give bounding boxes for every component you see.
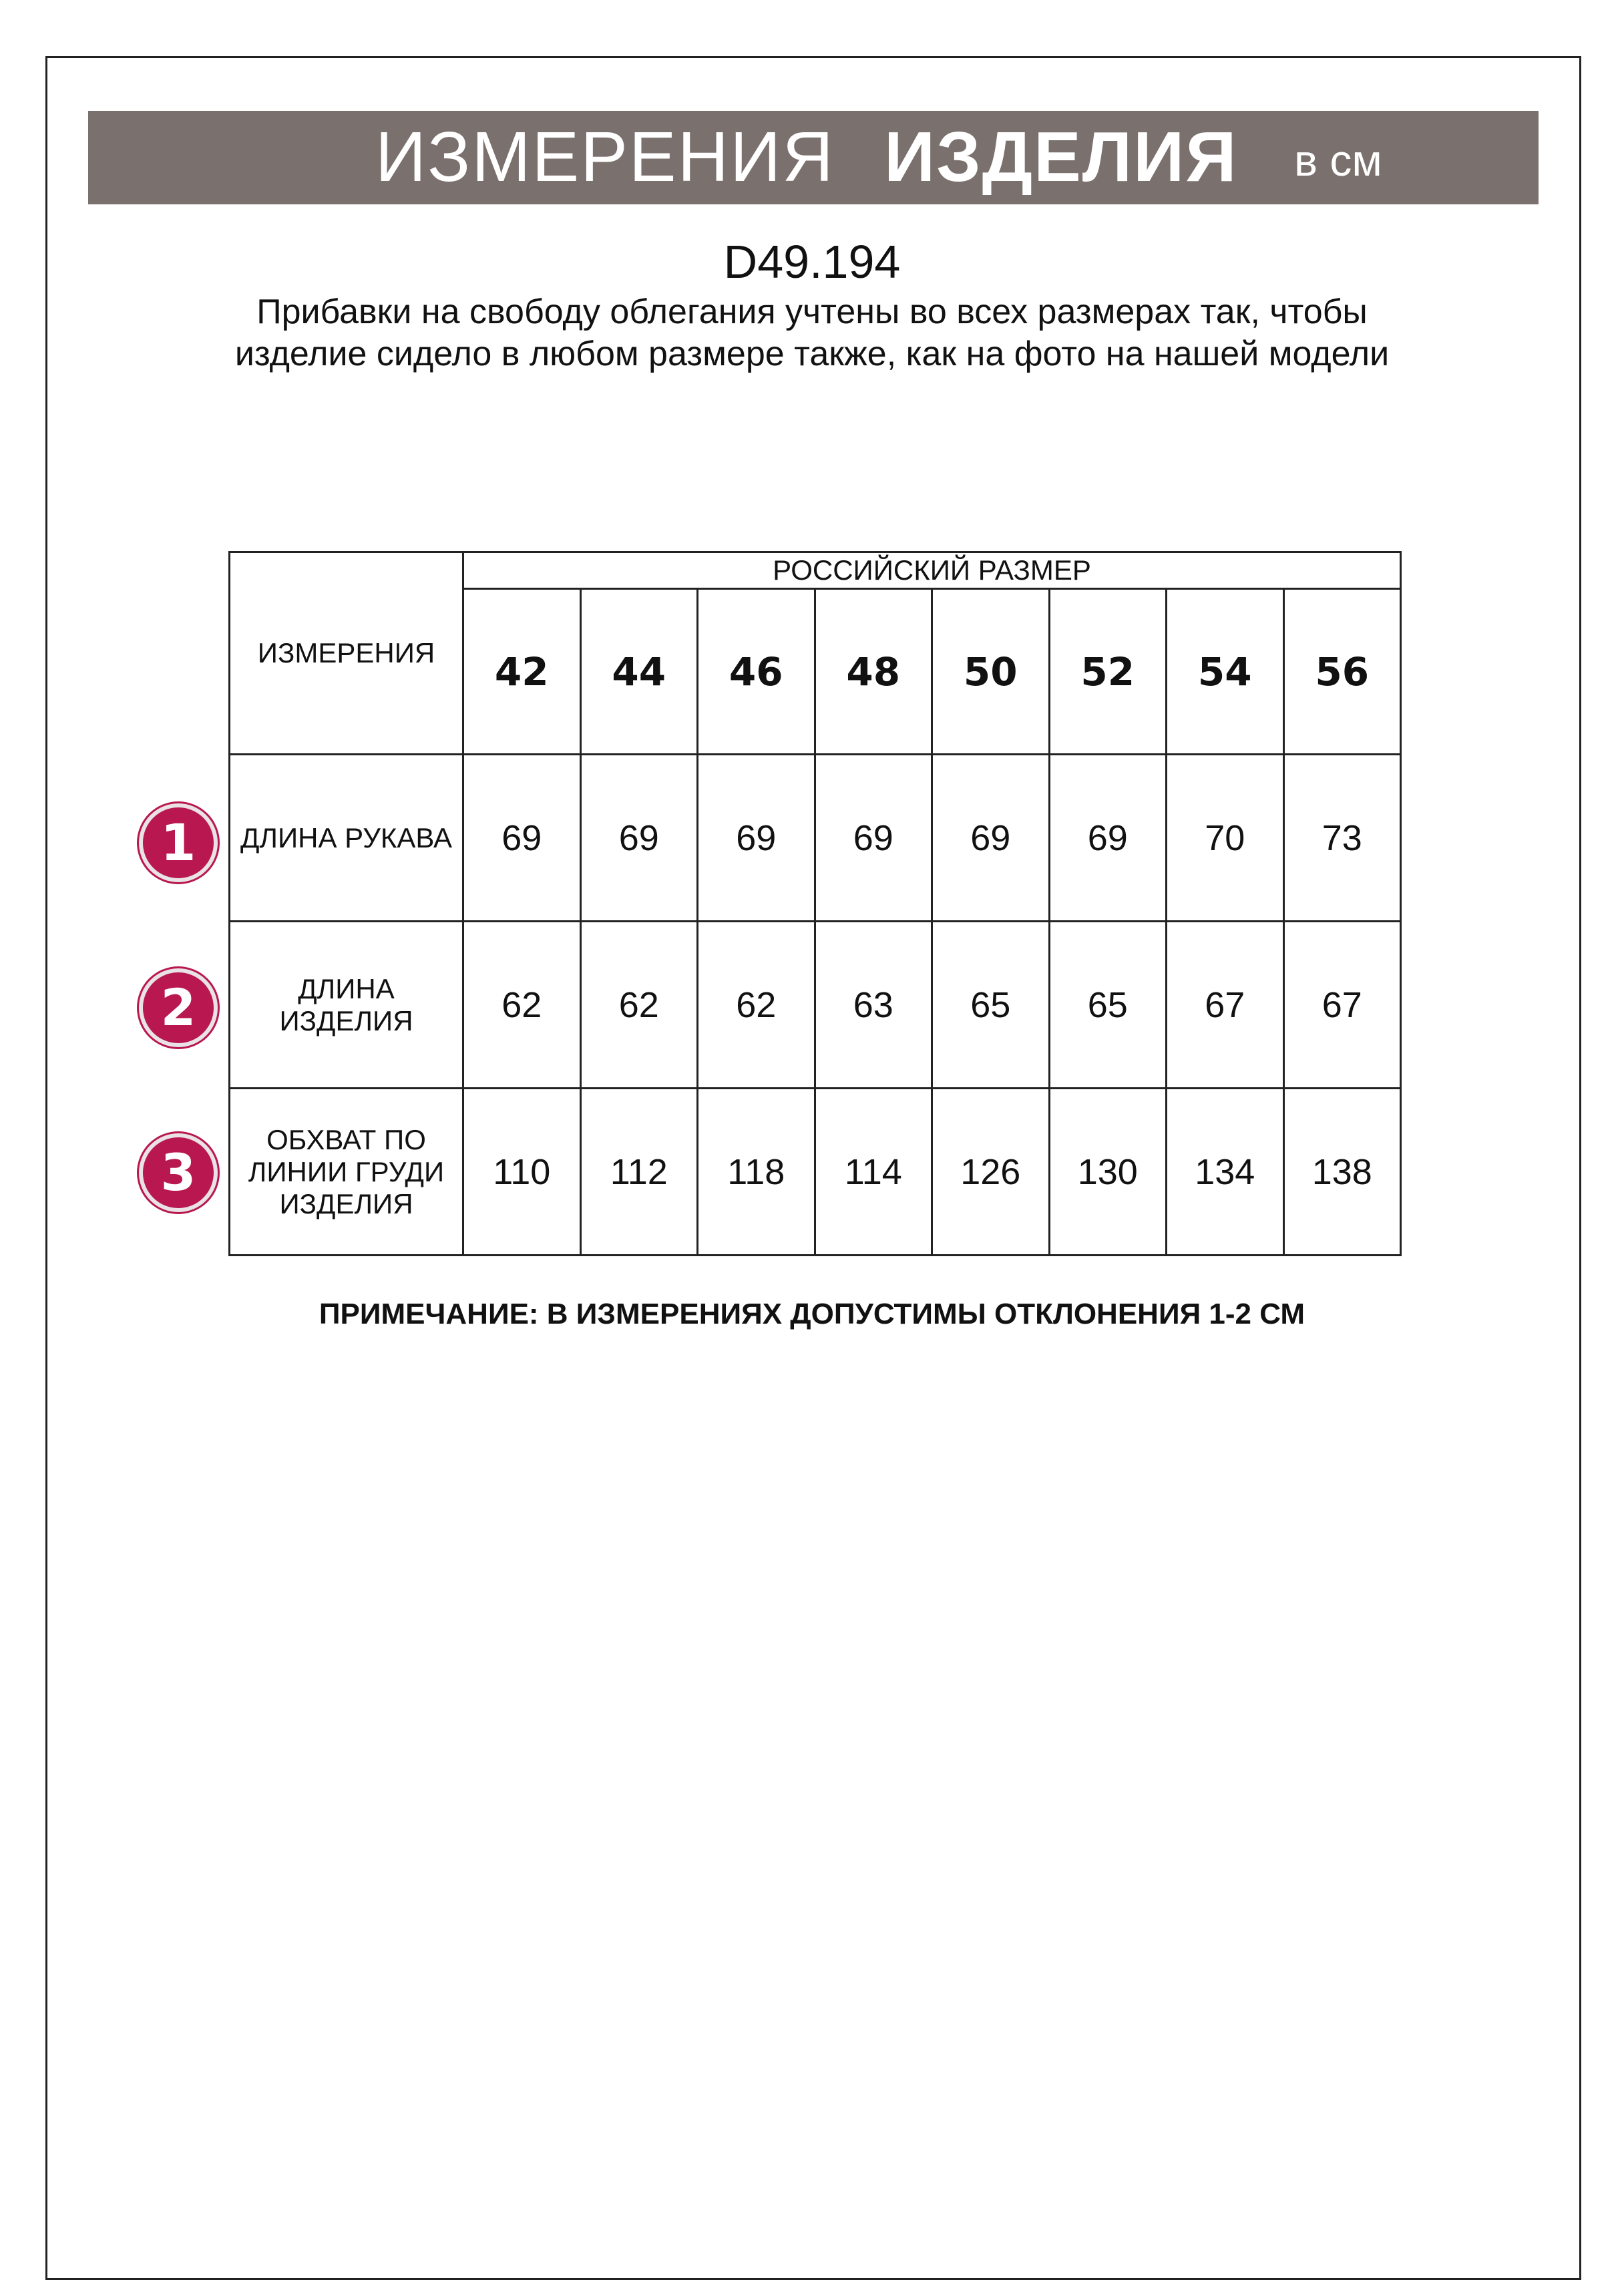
title-item: ИЗДЕЛИЯ (884, 118, 1238, 196)
title-units: в см (1294, 136, 1382, 185)
table-cell: 110 (463, 1089, 581, 1256)
table-cell: 69 (932, 755, 1050, 922)
size-region-header: РОССИЙСКИЙ РАЗМЕР (463, 552, 1401, 589)
table-cell: 63 (815, 922, 932, 1089)
table-cell: 70 (1167, 755, 1284, 922)
table-cell: 69 (815, 755, 932, 922)
table-cell: 62 (580, 922, 698, 1089)
table-cell: 69 (698, 755, 815, 922)
table-cell: 69 (463, 755, 581, 922)
size-header: 42 (463, 589, 581, 755)
number-badge: 2 (139, 968, 218, 1047)
row-label-line: ОБХВАТ ПО (266, 1123, 426, 1155)
row-label (230, 1089, 463, 1256)
size-table (228, 551, 1402, 1256)
row-label-line: ИЗДЕЛИЯ (279, 1004, 413, 1036)
number-badge: 3 (139, 1133, 218, 1212)
size-header: 56 (1283, 589, 1401, 755)
table-row (230, 1089, 1401, 1256)
size-header: 46 (698, 589, 815, 755)
table-cell: 138 (1283, 1089, 1401, 1256)
size-header: 54 (1167, 589, 1284, 755)
size-header: 50 (932, 589, 1050, 755)
size-header: 48 (815, 589, 932, 755)
size-header: 52 (1049, 589, 1167, 755)
table-cell: 67 (1167, 922, 1284, 1089)
table-cell: 65 (1049, 922, 1167, 1089)
title-bar (88, 111, 1539, 204)
title-measurements: ИЗМЕРЕНИЯ (375, 118, 835, 196)
row-label (230, 922, 463, 1089)
table-cell: 73 (1283, 755, 1401, 922)
table-cell: 69 (580, 755, 698, 922)
row-label-line: ИЗДЕЛИЯ (279, 1187, 413, 1219)
number-badge: 1 (139, 803, 218, 882)
table-cell: 62 (463, 922, 581, 1089)
article-number: D49.194 (723, 236, 901, 288)
intro-text: Прибавки на свободу облегания учтены во всех размерах так, чтобы изделие сидело в любом размере также, как на фото на нашей модели (234, 293, 1390, 373)
row-label-line: ДЛИНА (298, 972, 395, 1004)
note-text: ПРИМЕЧАНИЕ: В ИЗМЕРЕНИЯХ ДОПУСТИМЫ ОТКЛОНЕНИЯ 1-2 СМ (319, 1298, 1305, 1330)
row-label-line: ЛИНИИ ГРУДИ (248, 1155, 445, 1187)
table-cell: 126 (932, 1089, 1050, 1256)
table-cell: 114 (815, 1089, 932, 1256)
table-cell: 118 (698, 1089, 815, 1256)
table-cell: 112 (580, 1089, 698, 1256)
table-cell: 62 (698, 922, 815, 1089)
table-row (230, 755, 1401, 922)
measure-header: ИЗМЕРЕНИЯ (230, 552, 463, 755)
row-label (230, 755, 463, 922)
table-cell: 69 (1049, 755, 1167, 922)
size-header: 44 (580, 589, 698, 755)
table-row (230, 922, 1401, 1089)
table-cell: 65 (932, 922, 1050, 1089)
table-cell: 134 (1167, 1089, 1284, 1256)
table-cell: 130 (1049, 1089, 1167, 1256)
row-label-line: ДЛИНА РУКАВА (240, 821, 453, 853)
table-cell: 67 (1283, 922, 1401, 1089)
